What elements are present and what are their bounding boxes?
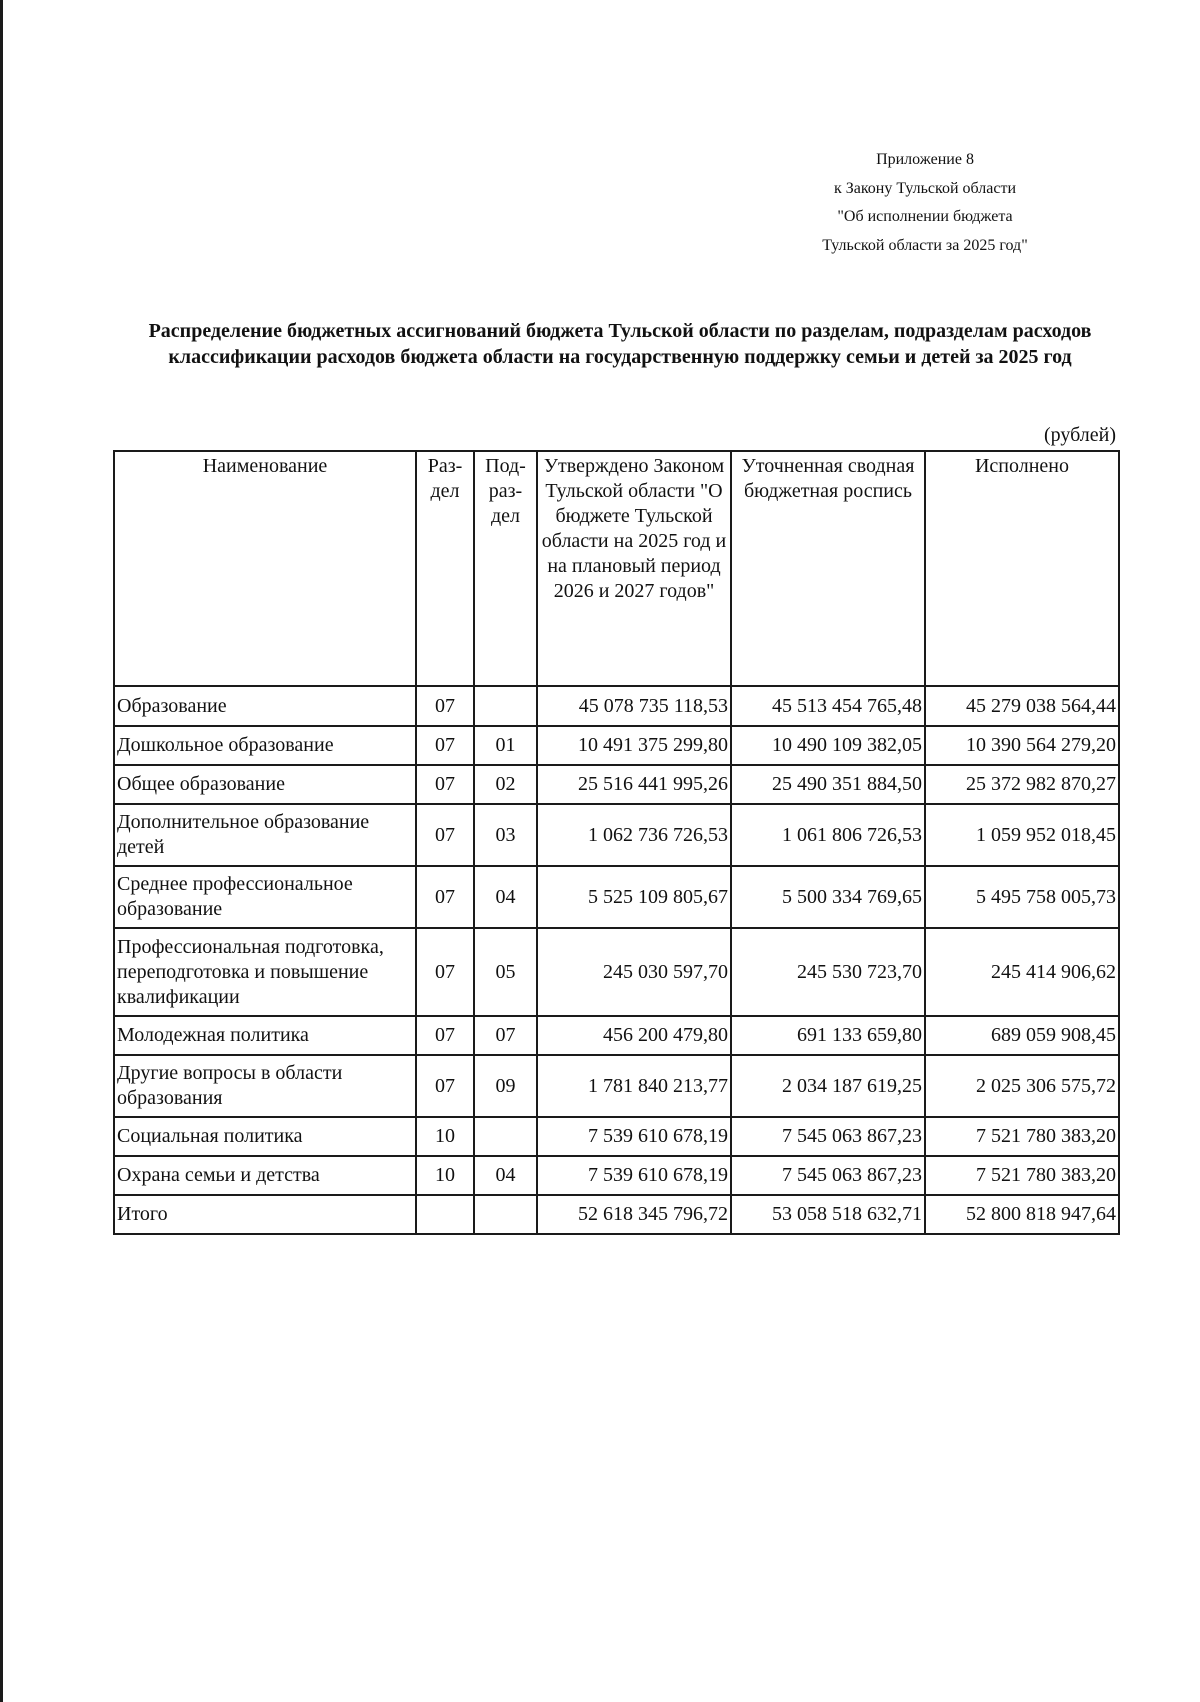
row-approved: 1 781 840 213,77 xyxy=(537,1055,731,1117)
row-executed: 5 495 758 005,73 xyxy=(925,866,1119,928)
row-refined: 53 058 518 632,71 xyxy=(731,1195,925,1234)
row-section: 07 xyxy=(416,804,474,866)
row-section: 07 xyxy=(416,928,474,1016)
table-row xyxy=(114,1016,1119,1055)
appendix-line: "Об исполнении бюджета xyxy=(837,208,1013,225)
row-section: 07 xyxy=(416,726,474,765)
document-title: Распределение бюджетных ассигнований бюджета Тульской области по разделам, подразделам расходов классификации расходов бюджета области на государственную поддержку семьи и детей за 2025 год xyxy=(148,320,1092,368)
table-row xyxy=(114,1117,1119,1156)
row-approved: 7 539 610 678,19 xyxy=(537,1156,731,1195)
row-subsection xyxy=(474,686,537,726)
row-name: Профессиональная подготовка, переподготовка и повышение квалификации xyxy=(114,928,416,1016)
row-subsection: 07 xyxy=(474,1016,537,1055)
row-executed: 52 800 818 947,64 xyxy=(925,1195,1119,1234)
row-approved: 7 539 610 678,19 xyxy=(537,1117,731,1156)
row-name: Общее образование xyxy=(114,765,416,804)
row-name: Среднее профессиональное образование xyxy=(114,866,416,928)
row-subsection: 02 xyxy=(474,765,537,804)
header-executed: Исполнено xyxy=(925,451,1119,686)
row-subsection: 04 xyxy=(474,1156,537,1195)
row-section: 07 xyxy=(416,1016,474,1055)
row-section: 07 xyxy=(416,1055,474,1117)
table-row xyxy=(114,686,1119,726)
row-name: Другие вопросы в области образования xyxy=(114,1055,416,1117)
row-refined: 45 513 454 765,48 xyxy=(731,686,925,726)
row-executed: 1 059 952 018,45 xyxy=(925,804,1119,866)
row-approved: 25 516 441 995,26 xyxy=(537,765,731,804)
row-executed: 7 521 780 383,20 xyxy=(925,1117,1119,1156)
row-section: 10 xyxy=(416,1117,474,1156)
row-approved: 456 200 479,80 xyxy=(537,1016,731,1055)
row-subsection: 09 xyxy=(474,1055,537,1117)
row-refined: 5 500 334 769,65 xyxy=(731,866,925,928)
table-row xyxy=(114,866,1119,928)
row-executed: 25 372 982 870,27 xyxy=(925,765,1119,804)
row-refined: 691 133 659,80 xyxy=(731,1016,925,1055)
row-executed: 45 279 038 564,44 xyxy=(925,686,1119,726)
header-refined: Уточненная сводная бюджетная роспись xyxy=(731,451,925,686)
appendix-line: Тульской области за 2025 год" xyxy=(822,236,1028,254)
row-name: Дошкольное образование xyxy=(114,726,416,765)
row-approved: 52 618 345 796,72 xyxy=(537,1195,731,1234)
row-section: 07 xyxy=(416,866,474,928)
row-refined: 10 490 109 382,05 xyxy=(731,726,925,765)
row-name: Дополнительное образование детей xyxy=(114,804,416,866)
table-row xyxy=(114,765,1119,804)
table-row xyxy=(114,928,1119,1016)
row-executed: 689 059 908,45 xyxy=(925,1016,1119,1055)
row-subsection: 03 xyxy=(474,804,537,866)
appendix-line: к Закону Тульской области xyxy=(833,179,1017,197)
row-name: Молодежная политика xyxy=(114,1016,416,1055)
row-section xyxy=(416,1195,474,1234)
row-approved: 5 525 109 805,67 xyxy=(537,866,731,928)
header-approved: Утверждено Законом Тульской области "О бюджете Тульской области на 2025 год и на плановый период 2026 и 2027 годов" xyxy=(537,451,731,686)
row-subsection: 01 xyxy=(474,726,537,765)
row-name: Итого xyxy=(114,1195,416,1234)
units-label: (рублей) xyxy=(1043,424,1116,446)
table-row xyxy=(114,1156,1119,1195)
row-approved: 1 062 736 726,53 xyxy=(537,804,731,866)
row-refined: 1 061 806 726,53 xyxy=(731,804,925,866)
table-total-row xyxy=(114,1195,1119,1234)
row-refined: 245 530 723,70 xyxy=(731,928,925,1016)
row-subsection xyxy=(474,1195,537,1234)
budget-table xyxy=(113,450,1120,1235)
row-executed: 10 390 564 279,20 xyxy=(925,726,1119,765)
row-approved: 245 030 597,70 xyxy=(537,928,731,1016)
row-section: 10 xyxy=(416,1156,474,1195)
row-refined: 25 490 351 884,50 xyxy=(731,765,925,804)
row-refined: 7 545 063 867,23 xyxy=(731,1156,925,1195)
row-subsection: 05 xyxy=(474,928,537,1016)
row-approved: 10 491 375 299,80 xyxy=(537,726,731,765)
table-header-row xyxy=(114,451,1119,686)
appendix-note xyxy=(780,146,1070,260)
header-name: Наименование xyxy=(114,451,416,686)
header-section: Раз- дел xyxy=(416,451,474,686)
row-section: 07 xyxy=(416,765,474,804)
table-row xyxy=(114,726,1119,765)
row-subsection xyxy=(474,1117,537,1156)
scan-edge xyxy=(0,0,3,1702)
table-row xyxy=(114,1055,1119,1117)
row-executed: 2 025 306 575,72 xyxy=(925,1055,1119,1117)
row-name: Образование xyxy=(114,686,416,726)
row-refined: 2 034 187 619,25 xyxy=(731,1055,925,1117)
row-refined: 7 545 063 867,23 xyxy=(731,1117,925,1156)
header-subsection: Под- раз- дел xyxy=(474,451,537,686)
row-section: 07 xyxy=(416,686,474,726)
appendix-line: Приложение 8 xyxy=(876,151,974,168)
row-name: Социальная политика xyxy=(114,1117,416,1156)
row-name: Охрана семьи и детства xyxy=(114,1156,416,1195)
row-executed: 245 414 906,62 xyxy=(925,928,1119,1016)
table-row xyxy=(114,804,1119,866)
row-subsection: 04 xyxy=(474,866,537,928)
row-executed: 7 521 780 383,20 xyxy=(925,1156,1119,1195)
row-approved: 45 078 735 118,53 xyxy=(537,686,731,726)
